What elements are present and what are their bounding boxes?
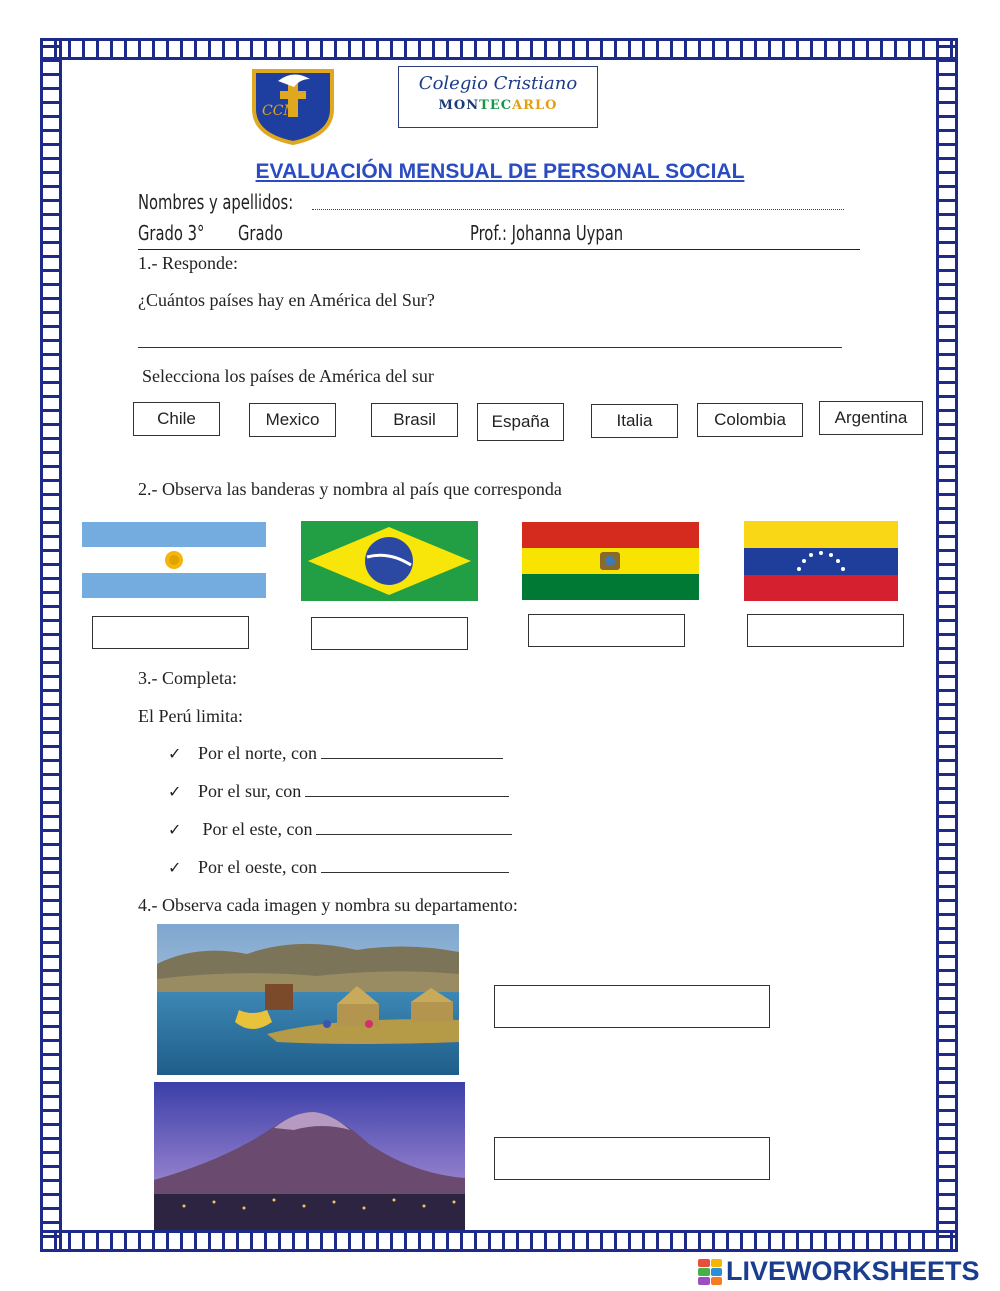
q3-intro: El Perú limita: <box>138 706 243 726</box>
checkmark-icon: ✓ <box>168 782 182 801</box>
west-answer-line[interactable] <box>321 857 509 873</box>
option-espana[interactable]: España <box>477 403 564 441</box>
liveworksheets-icon <box>698 1259 722 1285</box>
header-divider <box>138 249 860 250</box>
school-name: Colegio Cristiano <box>418 73 578 94</box>
q1-answer-line[interactable] <box>138 347 842 348</box>
checkmark-icon: ✓ <box>168 744 182 763</box>
checkmark-icon: ✓ <box>168 820 182 839</box>
school-crest-logo <box>248 65 338 145</box>
worksheet-title: EVALUACIÓN MENSUAL DE PERSONAL SOCIAL <box>255 160 745 183</box>
checkmark-icon: ✓ <box>168 858 182 877</box>
option-mexico[interactable]: Mexico <box>249 403 336 437</box>
liveworksheets-logo[interactable] <box>698 1256 980 1287</box>
svg-text:CCM: CCM <box>262 103 298 119</box>
school-name-box <box>398 66 598 128</box>
q3-heading: 3.- Completa: <box>138 668 237 688</box>
q1-heading: 1.- Responde: <box>138 253 238 273</box>
photo-lake-titicaca <box>157 924 459 1075</box>
border-item-north: ✓ Por el norte, con <box>168 743 503 764</box>
border-item-south: ✓ Por el sur, con <box>168 781 509 802</box>
page-border-right <box>936 38 958 1252</box>
south-answer-line[interactable] <box>305 781 509 797</box>
q2-heading: 2.- Observa las banderas y nombra al país que corresponda <box>138 479 562 499</box>
option-italia[interactable]: Italia <box>591 404 678 438</box>
flag-answer-3[interactable] <box>528 614 685 647</box>
department-answer-1[interactable] <box>494 985 770 1028</box>
q1-question: ¿Cuántos países hay en América del Sur? <box>138 290 435 310</box>
name-label: Nombres y apellidos: <box>138 190 294 214</box>
border-item-west: ✓ Por el oeste, con <box>168 857 509 878</box>
page-border-bottom <box>40 1230 958 1252</box>
grade-label: Grado 3° <box>138 221 205 245</box>
flag-argentina <box>82 522 266 598</box>
option-brasil[interactable]: Brasil <box>371 403 458 437</box>
option-chile[interactable]: Chile <box>133 402 220 436</box>
north-answer-line[interactable] <box>321 743 503 759</box>
border-item-east: ✓ Por el este, con <box>168 819 512 840</box>
page-border-top <box>40 38 958 60</box>
q4-heading: 4.- Observa cada imagen y nombra su departamento: <box>138 895 518 915</box>
photo-misti-volcano <box>154 1082 465 1230</box>
liveworksheets-text: LIVEWORKSHEETS <box>726 1256 980 1286</box>
page-border-left <box>40 38 62 1252</box>
school-subname: MONTECARLO <box>438 98 558 113</box>
flag-answer-4[interactable] <box>747 614 904 647</box>
q1-select-prompt: Selecciona los países de América del sur <box>142 366 434 386</box>
flag-venezuela <box>744 521 898 601</box>
option-colombia[interactable]: Colombia <box>697 403 803 437</box>
grade-word: Grado <box>238 221 283 245</box>
flag-answer-2[interactable] <box>311 617 468 650</box>
option-argentina[interactable]: Argentina <box>819 401 923 435</box>
flag-answer-1[interactable] <box>92 616 249 649</box>
name-input-line[interactable] <box>312 209 844 210</box>
east-answer-line[interactable] <box>316 819 512 835</box>
department-answer-2[interactable] <box>494 1137 770 1180</box>
flag-bolivia <box>522 522 699 600</box>
flag-brazil <box>301 521 478 601</box>
teacher-label: Prof.: Johanna Uypan <box>470 221 624 245</box>
